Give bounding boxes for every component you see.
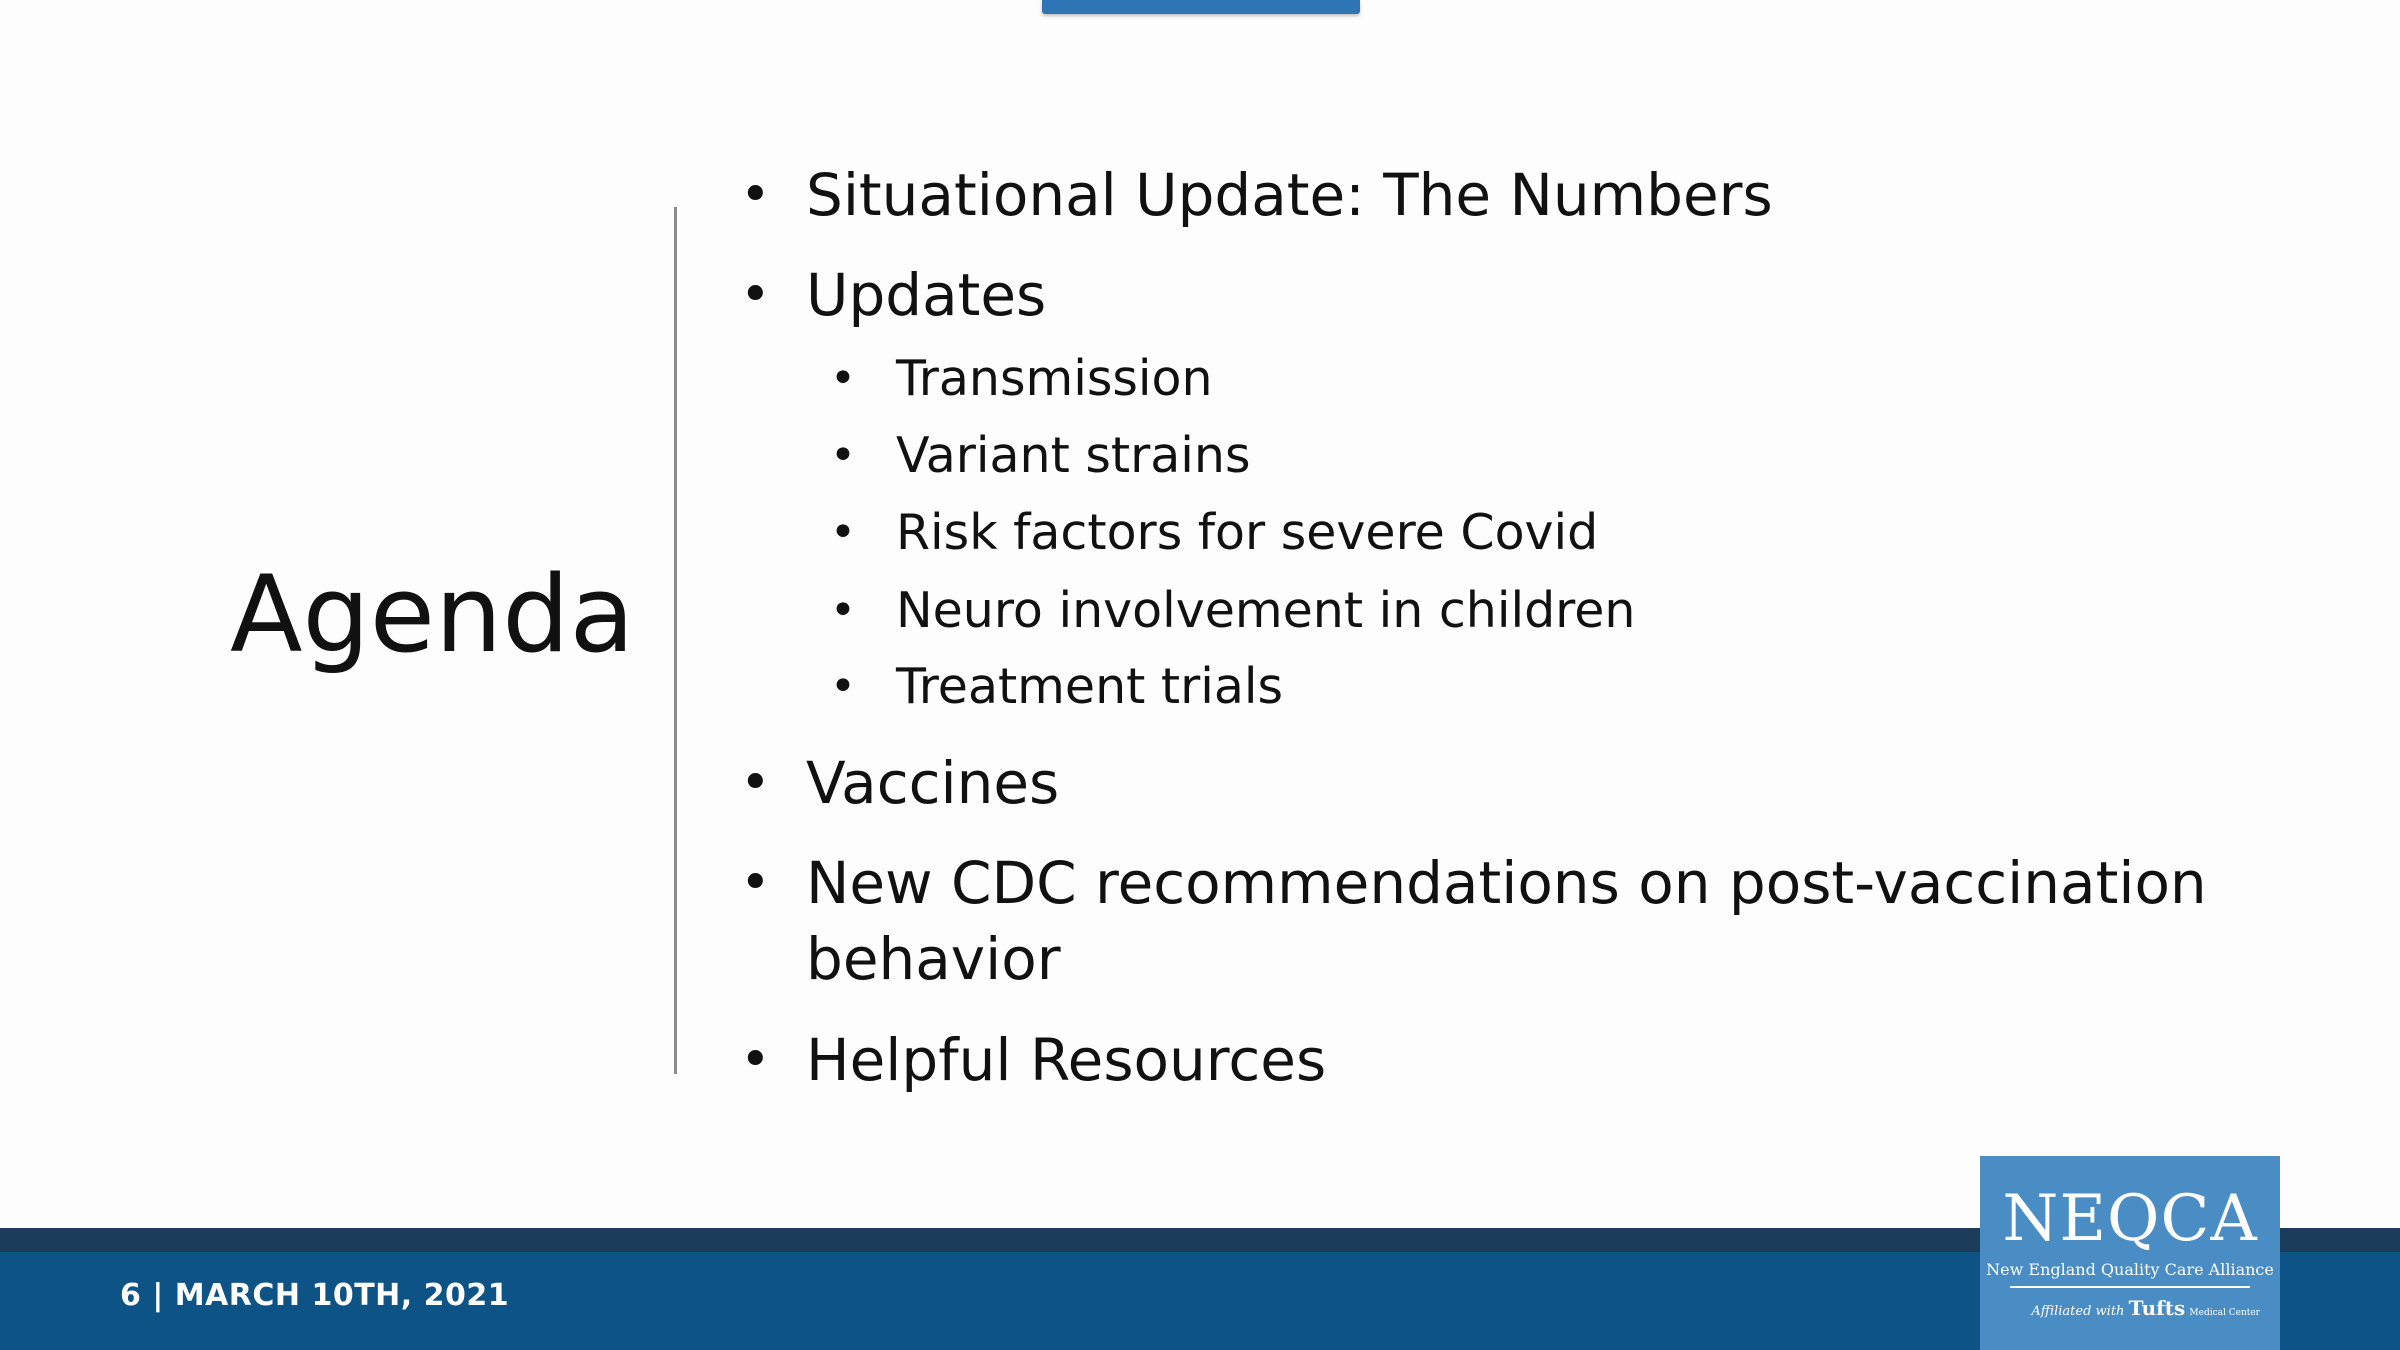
logo-affiliation-text: Affiliated with [2031, 1304, 2125, 1319]
bullet-icon: • [830, 661, 856, 712]
agenda-item-text: Helpful Resources [806, 1026, 1327, 1094]
bullet-icon: • [740, 1030, 771, 1090]
agenda-item-text: New CDC recommendations on post-vaccination [806, 849, 2207, 917]
neqca-logo [1980, 1156, 2280, 1350]
agenda-item-text: behavior [806, 925, 1061, 993]
agenda-subitem-text: Treatment trials [896, 658, 1284, 715]
agenda-subitem-text: Risk factors for severe Covid [896, 504, 1599, 561]
agenda-item-text: Situational Update: The Numbers [806, 161, 1773, 229]
bullet-icon: • [830, 430, 856, 481]
bullet-icon: • [740, 165, 771, 225]
bullet-icon: • [830, 507, 856, 558]
logo-affiliation [1980, 1296, 2260, 1325]
slide-title: Agenda [230, 553, 635, 676]
logo-wordmark: NEQCA [2002, 1182, 2258, 1256]
bullet-icon: • [740, 265, 771, 325]
footer-slide-info: 6 | MARCH 10TH, 2021 [120, 1278, 510, 1313]
bullet-icon: • [740, 753, 771, 813]
agenda-subitem-text: Transmission [896, 350, 1213, 407]
logo-subtitle: New England Quality Care Alliance [1986, 1260, 2274, 1279]
agenda-item-text: Updates [806, 261, 1047, 329]
logo-rule [2010, 1286, 2250, 1288]
agenda-subitem-text: Neuro involvement in children [896, 582, 1636, 639]
agenda-list [740, 0, 2240, 1200]
bullet-icon: • [830, 585, 856, 636]
logo-tufts: Tufts [2128, 1296, 2186, 1320]
vertical-divider [674, 207, 677, 1074]
agenda-subitem-text: Variant strains [896, 427, 1251, 484]
bullet-icon: • [740, 853, 771, 913]
agenda-item-text: Vaccines [806, 749, 1060, 817]
bullet-icon: • [830, 353, 856, 404]
logo-tufts-sub: Medical Center [2189, 1308, 2260, 1318]
